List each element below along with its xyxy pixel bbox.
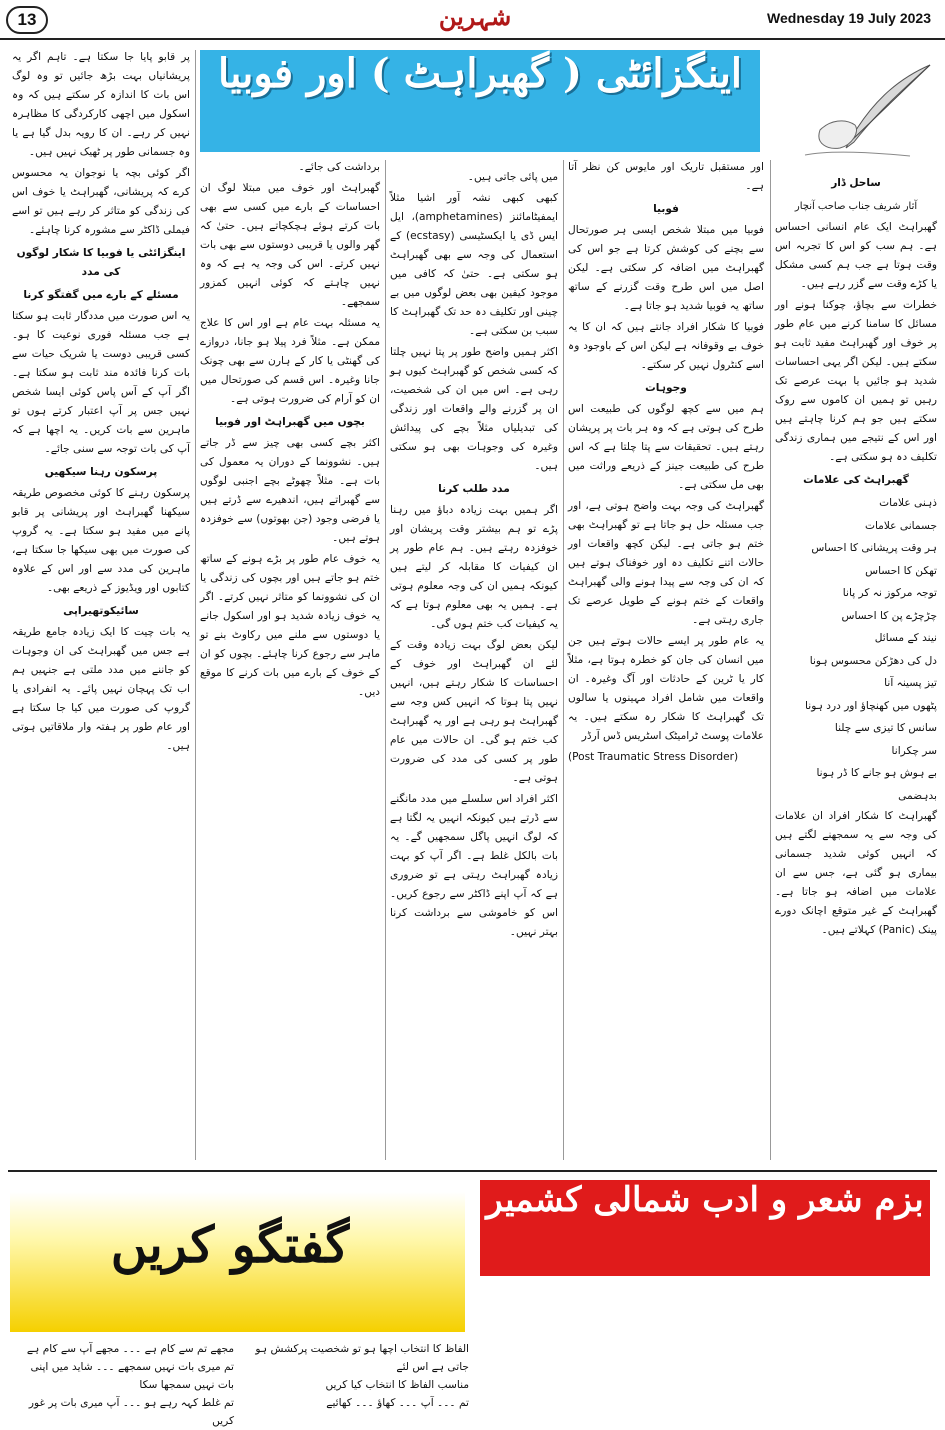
masthead-logo: شہرین	[438, 2, 512, 31]
paragraph: برداشت کی جائے۔	[298, 161, 380, 173]
causes-heading: وجوہات	[645, 382, 687, 394]
article-column-3	[390, 168, 558, 1160]
poem-line: مناسب الفاظ کا انتخاب کیا کریں	[325, 1379, 469, 1391]
column-divider	[563, 160, 564, 1160]
paragraph: گھبراہٹ ایک عام انسانی احساس ہے۔ ہم سب کو اس کا تجربہ اس وقت ہوتا ہے جب ہم کسی مشکل یا کڑے وقت سے گزر رہے ہیں۔	[775, 221, 937, 290]
paragraph: لیکن بعض لوگ بہت زیادہ وقت کے لئے ان گھبراہٹ اور خوف کے احساسات کا شکار رہتے ہیں، انہیں نہیں پتا ہوتا کہ انہیں کس وجہ سے گھبراہٹ ہو رہی ہے اور یہ گھبراہٹ کب ختم ہو گی۔ ان حالات میں عام طور پر کسی کی مدد کی ضرورت ہوتی ہے۔	[390, 639, 558, 784]
symptoms-list	[775, 492, 937, 807]
list-item: پٹھوں میں کھنچاؤ اور درد ہونا	[805, 699, 937, 712]
article-column-1	[775, 170, 937, 1160]
paragraph: گھبراہٹ کا شکار افراد ان علامات کی وجہ سے یہ سمجھنے لگتے ہیں کہ انہیں کوئی شدید جسمانی بیماری ہو گئی ہے، جس سے ان علامات میں اضافہ ہو جاتا ہے۔ گھبراہٹ کے غیر متوقع اچانک دورے پینک (Panic) کہلاتے ہیں۔	[775, 810, 937, 936]
paragraph: فوبیا میں مبتلا شخص ایسی ہر صورتحال سے بچنے کی کوشش کرتا ہے جو اس کی گھبراہٹ میں اضافہ کر سکتی ہے۔ لیکن اصل میں اس طرح وقت گزرنے کے ساتھ ساتھ یہ فوبیا شدید ہو جاتا ہے۔	[568, 224, 764, 312]
poem-right-column	[249, 1340, 469, 1412]
list-item: سانس کا تیزی سے چلنا	[834, 722, 937, 734]
list-item: تھکن کا احساس	[865, 564, 937, 577]
english-term: (Post Traumatic Stress Disorder)	[568, 751, 739, 763]
paragraph: اکثر ہمیں واضح طور پر پتا نہیں چلتا کہ کسی شخص کو گھبراہٹ کیوں ہو رہی ہے۔ اس میں ان کی شخصیت، ان پر گزرنے والے واقعات اور زندگی کی تبدیلیاں مثلاً بچے کی پیدائش وغیرہ کی وجوہات بھی ہو سکتی ہیں۔	[390, 346, 558, 472]
poem-line: تم میری بات نہیں سمجھے ۔۔۔ شاید میں اپنی بات نہیں سمجھا سکا	[30, 1361, 234, 1391]
article-column-5	[12, 48, 190, 1160]
author-name: ساحل ڈار	[831, 177, 881, 189]
list-item: نیند کے مسائل	[874, 632, 937, 644]
list-item: دل کی دھڑکن محسوس ہونا	[809, 654, 937, 667]
paragraph: میں پائی جاتی ہیں۔	[467, 171, 558, 183]
paragraph: یہ مسئلہ بہت عام ہے اور اس کا علاج ممکن ہے۔ مثلاً فرد پیلا ہو جانا، دروازے کی گھنٹی یا کار کے ہارن سے بھی چونک جانا وغیرہ۔ اس قسم کی صورتحال میں ان کو آرام کی ضرورت ہوتی ہے۔	[200, 317, 380, 405]
children-heading: بچوں میں گھبراہٹ اور فوبیا	[215, 416, 365, 428]
column-divider	[770, 160, 771, 1160]
paragraph: اور مستقبل تاریک اور مایوس کن نظر آتا ہے۔	[568, 161, 764, 192]
article-column-4	[200, 158, 380, 1160]
phobia-heading: فوبیا	[653, 203, 679, 215]
paragraph: گھبراہٹ کی وجہ بہت واضح ہوتی ہے، اور جب مسئلہ حل ہو جاتا ہے تو گھبراہٹ بھی ختم ہو جاتی ہے۔ لیکن کچھ واقعات اور حالات اتنے تکلیف دہ اور خوفناک ہوتے ہیں کہ ان کی وجہ سے پیدا ہونے والی گھبراہٹ واقعات کے ختم ہونے کے طویل عرصے تک جاری رہتی ہے۔	[568, 500, 764, 626]
bazm-title: بزم شعر و ادب شمالی کشمیر	[486, 1180, 924, 1220]
issue-date: Wednesday 19 July 2023	[767, 10, 931, 26]
list-item: ذہنی علامات	[879, 497, 937, 509]
list-item: ہر وقت پریشانی کا احساس	[811, 542, 937, 554]
list-item: توجہ مرکوز نہ کر پانا	[842, 587, 937, 599]
list-item: بے ہوش ہو جانے کا ڈر ہونا	[816, 767, 937, 779]
seek-help-heading: مدد طلب کرنا	[438, 483, 510, 495]
column-divider	[385, 160, 386, 1160]
paragraph: اگر ہمیں بہت زیادہ دباؤ میں رہنا پڑے تو ہم بیشتر وقت پریشان اور خوفزدہ رہتے ہیں۔ ہم عام طور پر ان کیفیات کا مقابلہ کر لیتے ہیں کیونکہ ہمیں ان کی وجہ معلوم ہوتی ہے۔ ہمیں یہ بھی معلوم ہوتا ہے کہ یہ کیفیات کب ختم ہوں گی۔	[390, 504, 558, 630]
paragraph: کبھی کبھی نشہ آور اشیا مثلاً ایمفیٹامائنز (amphetamines)، ایل ایس ڈی یا ایکسٹیسی (ecstasy) کے استعمال کی وجہ سے بھی گھبراہٹ ہو سکتی ہے۔ حتیٰ کہ کافی میں موجود کیفین بھی بعض لوگوں میں بے چینی اور تکلیف دہ حد تک گھبراہٹ کا سبب بن سکتی ہے۔	[390, 192, 558, 337]
talk-heading: مسئلے کے بارے میں گفتگو کرنا	[23, 289, 179, 301]
poem-line: تم غلط کہہ رہے ہو ۔۔۔ آپ میری بات پر غور کریں	[28, 1397, 234, 1427]
list-item: بدہضمی	[898, 789, 937, 802]
poem-line: مجھے تم سے کام ہے ۔۔۔ مجھے آپ سے کام ہے	[26, 1343, 234, 1355]
poem-line: الفاظ کا انتخاب اچھا ہو تو شخصیت پرکشش ہو جاتی ہے اس لئے	[255, 1343, 469, 1373]
psychotherapy-heading: سائیکوتھیراپی	[63, 605, 139, 617]
paragraph: فوبیا کا شکار افراد جانتے ہیں کہ ان کا یہ خوف بے وقوفانہ ہے لیکن اس کے باوجود وہ اسے کنٹرول نہیں کر سکتے۔	[568, 321, 764, 371]
section-divider	[8, 1170, 937, 1172]
paragraph: اکثر افراد اس سلسلے میں مدد مانگنے سے ڈرتے ہیں کیونکہ انہیں یہ لگتا ہے کہ لوگ انہیں پاگل سمجھیں گے۔ یہ بات بالکل غلط ہے۔ اگر آپ کو بہت زیادہ گھبراہٹ رہتی ہے تو ضروری ہے کہ آپ اپنے ڈاکٹر سے رجوع کریں۔ اس کو خاموشی سے برداشت کرنا بہتر نہیں۔	[390, 793, 558, 938]
paragraph: یہ بات چیت کا ایک زیادہ جامع طریقہ ہے جس میں گھبراہٹ کی ان وجوہات کو جاننے میں مدد ملتی ہے جنہیں ہم اب تک پہچان نہیں پائے۔ یہ انفرادی یا گروپ کی صورت میں کیا جا سکتا ہے اور عام طور پر ہفتہ وار ملاقاتیں ہوتی ہیں۔	[12, 626, 190, 752]
paragraph: یہ عام طور پر ایسے حالات ہوتے ہیں جن میں انسان کی جان کو خطرہ ہوتا ہے، مثلاً کار یا ٹرین کے حادثات اور آگ وغیرہ۔ ان واقعات میں شامل افراد مہینوں یا سالوں تک گھبراہٹ کا شکار رہ سکتے ہیں۔ یہ علامات پوسٹ ٹرامیٹک اسٹریس ڈس آرڈر	[568, 635, 764, 742]
column-divider	[195, 50, 196, 1160]
symptoms-heading: گھبراہٹ کی علامات	[803, 474, 909, 486]
paragraph: پر قابو پایا جا سکتا ہے۔ تاہم اگر یہ پریشانیاں بہت بڑھ جائیں تو وہ لوگ اس بات کا اندازہ کر سکتے ہیں کہ وہ اسکول میں اچھی کارکردگی کا مظاہرہ نہیں کر رہے۔ ان کا رویہ بدل گیا ہے یا وہ جسمانی طور پر ٹھیک نہیں ہیں۔	[12, 51, 190, 158]
article-title: اینگزائٹی ( گھبراہٹ ) اور فوبیا	[218, 50, 742, 97]
article-column-2	[568, 158, 764, 1160]
list-item: تیز پسینہ آنا	[884, 677, 937, 689]
paragraph: ہم میں سے کچھ لوگوں کی طبیعت اس طرح کی ہوتی ہے کہ وہ ہر بات پر پریشان رہتے ہیں۔ تحقیقات سے پتا چلتا ہے کہ اس طرح کی طبیعت جینز کے ذریعے وراثت میں بھی مل سکتی ہے۔	[568, 403, 764, 491]
article-title-banner	[200, 50, 760, 152]
paragraph: خطرات سے بچاؤ، چوکنا ہونے اور مسائل کا سامنا کرنے میں عام طور پر خوف اور گھبراہٹ مفید ثابت ہو سکتے ہیں۔ لیکن اگر یہی احساسات شدید ہو جائیں یا بہت عرصے تک رہیں تو ہمیں ان کاموں سے روک سکتے ہیں جو ہم کرنا چاہتے ہیں اور اس کے نتیجے میں ہماری زندگی تکلیف دہ ہو سکتی ہے۔	[775, 299, 937, 463]
paragraph: پرسکون رہنے کا کوئی مخصوص طریقہ سیکھنا گھبراہٹ اور پریشانی پر قابو پانے میں مفید ہو سکتا ہے۔ یہ گروپ کی صورت میں بھی سیکھا جا سکتا ہے، ماہرین کی مدد سے اور اس کے علاوہ کتابوں اور ویڈیوز کے ذریعے بھی۔	[12, 487, 190, 594]
page-header	[0, 0, 945, 40]
gup-poem	[14, 1340, 469, 1427]
list-item: سر چکرانا	[891, 744, 937, 757]
gup-title: گفتگو کریں	[110, 1215, 350, 1274]
paragraph: اکثر بچے کسی بھی چیز سے ڈر جاتے ہیں۔ نشوونما کے دوران یہ معمول کی بات ہے۔ مثلاً چھوٹے بچے اجنبی لوگوں سے گھبراتے ہیں، اندھیرے سے ڈرتے ہیں یا فرضی وجود (جن بھوتوں) سے خوفزدہ ہوتے ہیں۔	[200, 437, 380, 544]
page-number: 13	[6, 6, 48, 34]
quill-icon	[800, 60, 935, 160]
paragraph: گھبراہٹ اور خوف میں مبتلا لوگ ان احساسات کے بارے میں کسی سے بھی بات کرتے ہوئے ہچکچاتے ہیں۔ حتیٰ کہ گھر والوں یا قریبی دوستوں سے بھی بات نہیں کرتے۔ اس کی وجہ یہ ہے کہ وہ نہیں چاہتے کہ کوئی انہیں کمزور سمجھے۔	[200, 182, 380, 308]
poem-left-column	[14, 1340, 234, 1430]
help-subheading: اینگزائٹی یا فوبیا کا شکار لوگوں کی مدد	[16, 247, 186, 278]
list-item: جسمانی علامات	[864, 519, 937, 532]
relax-heading: پرسکون رہنا سیکھیں	[44, 466, 158, 478]
poem-line: تم ۔۔۔ آپ ۔۔۔ کھاؤ ۔۔۔ کھائیے	[326, 1397, 469, 1409]
paragraph: یہ اس صورت میں مددگار ثابت ہو سکتا ہے جب مسئلہ فوری نوعیت کا ہو۔ کسی قریبی دوست یا شریک حیات سے بات کرنا فائدہ مند ثابت ہو سکتا ہے۔ اگر آپ کے آس پاس کوئی ایسا شخص نہیں جس پر آپ اعتبار کرتے ہوں تو ماہرین سے بات کریں۔ یہ اچھا ہے کہ آپ کی بات توجہ سے سنی جائے۔	[12, 310, 190, 455]
paragraph: یہ خوف عام طور پر بڑے ہونے کے ساتھ ختم ہو جاتے ہیں اور بچوں کی زندگی یا ان کی نشوونما کو متاثر نہیں کرتے۔ اگر یہ خوف زیادہ شدید ہو اور اسکول جانے یا دوستوں سے ملنے میں رکاوٹ بنے تو ماہر سے رجوع کرنا چاہئے۔ بچوں کو ان کے خوف کے بارے میں بات کرنے کا موقع دیں۔	[200, 553, 380, 698]
list-item: چڑچڑے پن کا احساس	[841, 609, 937, 622]
bazm-title-banner	[480, 1180, 930, 1276]
paragraph: اگر کوئی بچہ یا نوجوان یہ محسوس کرے کہ پریشانی، گھبراہٹ یا خوف اس کی زندگی کو متاثر کر رہے ہیں تو اسے فیملی ڈاکٹر سے مشورہ کرنا چاہئے۔	[12, 167, 190, 236]
author-place: آثار شریف جناب صاحب آنچار	[794, 201, 918, 212]
